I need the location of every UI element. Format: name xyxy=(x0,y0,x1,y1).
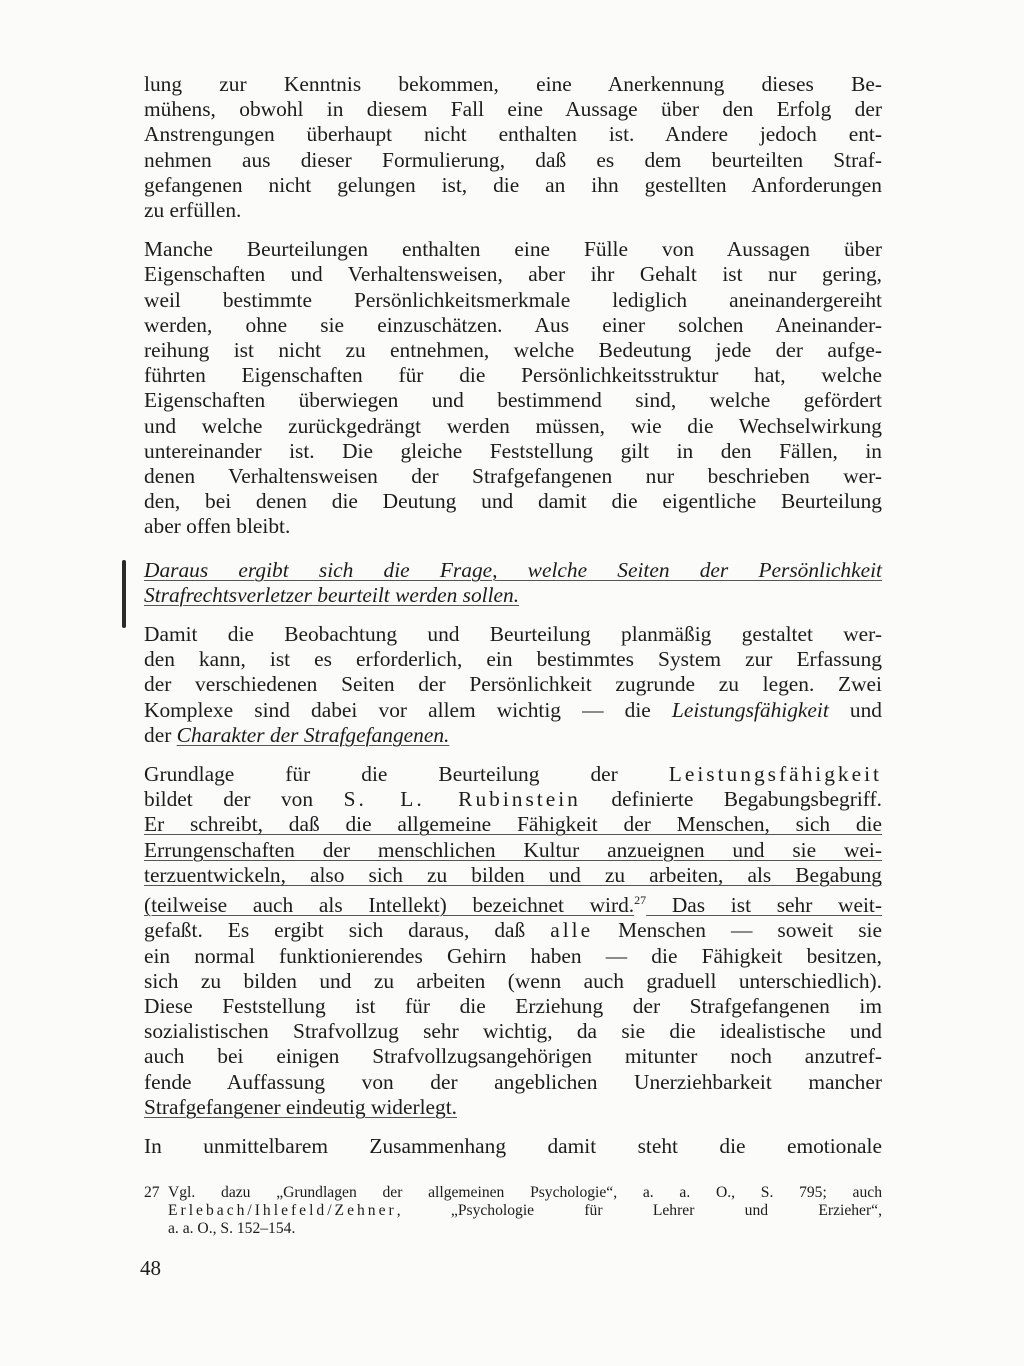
margin-marker xyxy=(122,560,126,628)
text-line: fende Auffassung von der angeblichen Unerziehbarkeit mancher xyxy=(144,1069,882,1094)
text-line: Eigenschaften und Verhaltensweisen, aber ihr Gehalt ist nur gering, xyxy=(144,262,882,287)
text-fragment: bildet der von xyxy=(144,787,344,812)
text-line: lung zur Kenntnis bekommen, eine Anerkennung dieses Be- xyxy=(144,72,882,96)
text-fragment: Menschen — soweit sie xyxy=(593,918,882,943)
text-fragment: Das ist sehr weit- xyxy=(646,893,882,918)
text-fragment: gefaßt. Es ergibt sich daraus, daß xyxy=(144,918,551,943)
footnotes xyxy=(144,1184,882,1238)
text-line: Er schreibt, daß die allgemeine Fähigkeit der Menschen, sich die xyxy=(144,812,882,837)
text-line xyxy=(144,888,882,918)
body-text xyxy=(144,72,882,1171)
text-line: Strafgefangener eindeutig widerlegt. xyxy=(144,1094,458,1119)
page-number: 48 xyxy=(140,1256,161,1280)
text-line: weil bestimmte Persönlichkeitsmerkmale lediglich aneinandergereiht xyxy=(144,287,882,312)
text-line: mühens, obwohl in diesem Fall eine Aussage über den Erfolg der xyxy=(144,97,882,122)
footnote xyxy=(144,1184,882,1238)
text-line: zu erfüllen. xyxy=(144,198,242,223)
text-fragment: Komplexe sind dabei vor allem wichtig — die xyxy=(144,697,672,722)
text-line: Damit die Beobachtung und Beurteilung planmäßig gestaltet wer- xyxy=(144,622,882,647)
text-line xyxy=(144,723,882,748)
text-line: nehmen aus dieser Formulierung, daß es dem beurteilten Straf- xyxy=(144,147,882,172)
text-line: gefangenen nicht gelungen ist, die an ihn gestellten Anforderungen xyxy=(144,172,882,197)
text-line: sich zu bilden und zu arbeiten (wenn auch graduell unterschiedlich). xyxy=(144,968,882,993)
text-fragment: definierte Begabungsbegriff. xyxy=(580,787,883,812)
italic-question xyxy=(144,558,882,608)
paragraph xyxy=(144,762,882,1120)
text-line: Vgl. dazu „Grundlagen der allgemeinen Psychologie“, a. a. O., S. 795; auch xyxy=(168,1184,882,1201)
spaced-text: alle xyxy=(550,918,594,943)
text-line: denen Verhaltensweisen der Strafgefangenen nur beschrieben wer- xyxy=(144,464,882,489)
text-line: der verschiedenen Seiten der Persönlichkeit zugrunde zu legen. Zwei xyxy=(144,672,882,697)
text-line: ein normal funktionierendes Gehirn haben — die Fähigkeit besitzen, xyxy=(144,943,882,968)
text-fragment: der xyxy=(144,722,177,747)
text-line xyxy=(144,698,882,723)
text-line: Daraus ergibt sich die Frage, welche Seiten der Persönlichkeit xyxy=(144,557,882,582)
text-fragment: (teilweise auch als Intellekt) bezeichnet wird. xyxy=(144,893,635,918)
footnote-reference: 27 xyxy=(634,893,647,908)
text-line: sozialistischen Strafvollzug sehr wichtig, da sie die idealistische und xyxy=(144,1019,882,1044)
paragraph xyxy=(144,72,882,223)
text-line: aber offen bleibt. xyxy=(144,514,291,539)
footnote-number: 27 xyxy=(144,1184,160,1201)
text-line: Eigenschaften überwiegen und bestimmend sind, welche gefördert xyxy=(144,388,882,413)
text-line xyxy=(144,918,882,943)
emphasis-text: Charakter der Strafgefangenen. xyxy=(176,722,450,747)
text-line: untereinander ist. Die gleiche Feststellung gilt in den Fällen, in xyxy=(144,438,882,463)
text-line xyxy=(144,787,882,812)
text-line: Errungenschaften der menschlichen Kultur anzueignen und sie wei- xyxy=(144,837,882,862)
paragraph xyxy=(144,237,882,539)
paragraph xyxy=(144,622,882,748)
text-line: Anstrengungen überhaupt nicht enthalten ist. Andere jedoch ent- xyxy=(144,122,882,147)
emphasis-text: Leistungsfähigkeit xyxy=(671,697,829,722)
text-line: und welche zurückgedrängt werden müssen, wie die Wechselwirkung xyxy=(144,413,882,438)
author-name: S. L. Rubinstein xyxy=(343,787,581,812)
text-line: In unmittelbarem Zusammenhang damit steht die emotionale xyxy=(144,1134,882,1159)
text-line: Strafrechtsverletzer beurteilt werden sollen. xyxy=(144,582,520,607)
author-names: Erlebach/Ihlefeld/Zehner xyxy=(168,1202,397,1219)
spaced-text: Leistungsfähigkeit xyxy=(668,762,882,787)
text-fragment: und xyxy=(828,697,883,722)
text-fragment: , „Psychologie für Lehrer und Erzieher“, xyxy=(396,1202,882,1219)
text-line: den kann, ist es erforderlich, ein bestimmtes System zur Erfassung xyxy=(144,647,882,672)
text-line xyxy=(144,762,882,787)
text-line: werden, ohne sie einzuschätzen. Aus einer solchen Aneinander- xyxy=(144,312,882,337)
text-fragment: Grundlage für die Beurteilung der xyxy=(144,762,669,787)
text-line: reihung ist nicht zu entnehmen, welche Bedeutung jede der aufge- xyxy=(144,338,882,363)
text-line: a. a. O., S. 152–154. xyxy=(168,1220,296,1237)
paragraph xyxy=(144,1134,882,1159)
text-line: führten Eigenschaften für die Persönlichkeitsstruktur hat, welche xyxy=(144,363,882,388)
text-line: terzuentwickeln, also sich zu bilden und zu arbeiten, als Begabung xyxy=(144,862,882,887)
text-line xyxy=(168,1202,882,1220)
text-line: auch bei einigen Strafvollzugsangehörigen mitunter noch anzutref- xyxy=(144,1044,882,1069)
footnote-text xyxy=(168,1184,882,1238)
text-line: Manche Beurteilungen enthalten eine Fülle von Aussagen über xyxy=(144,237,882,262)
text-line: Diese Feststellung ist für die Erziehung der Strafgefangenen im xyxy=(144,994,882,1019)
text-line: den, bei denen die Deutung und damit die eigentliche Beurteilung xyxy=(144,489,882,514)
